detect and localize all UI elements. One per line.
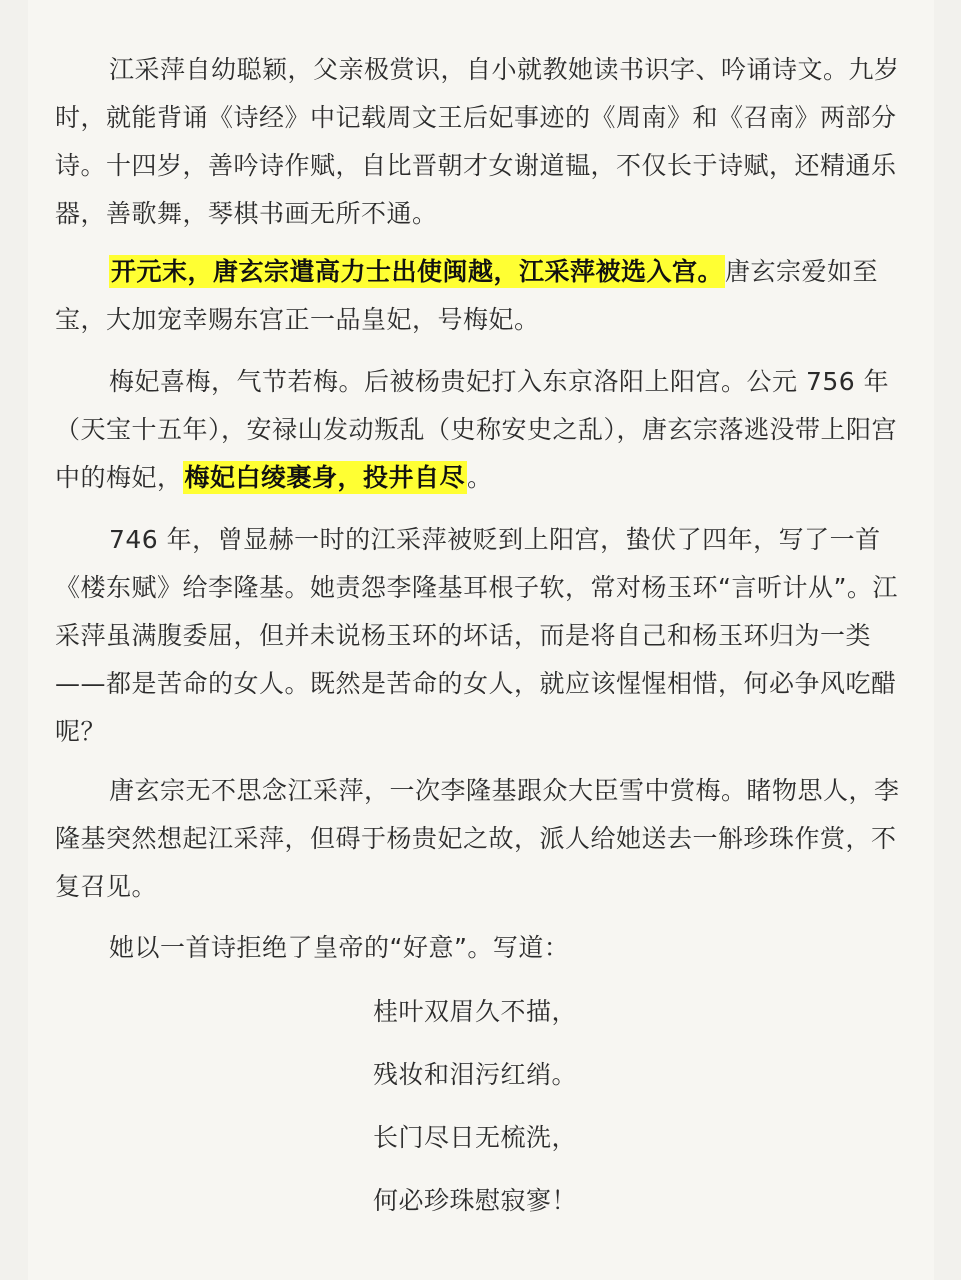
highlight-text: 梅妃白绫裹身，投井自尽 <box>184 463 466 492</box>
paragraph-2 <box>55 248 908 344</box>
highlight-text: 开元末，唐玄宗遣高力士出使闽越，江采萍被选入宫。 <box>111 257 724 286</box>
paragraph-3-end: 。 <box>467 463 493 492</box>
poem-line: 何必珍珠慰寂寥！ <box>373 1186 578 1215</box>
paragraph-3-text: 梅妃喜梅，气节若梅。后被杨贵妃打入东京洛阳上阳宫。公元 756 年（天宝十五年），安禄山发动叛乱（史称安史之乱），唐玄宗落逃没带上阳宫中的梅妃， <box>55 367 898 492</box>
paragraph-5: 唐玄宗无不思念江采萍，一次李隆基跟众大臣雪中赏梅。睹物思人，李隆基突然想起江采萍，但碍于杨贵妃之故，派人给她送去一斛珍珠作赏，不复召见。 <box>55 776 900 901</box>
paragraph-3 <box>55 358 908 502</box>
poem-line: 长门尽日无梳洗， <box>373 1123 578 1152</box>
poem-line: 桂叶双眉久不描， <box>373 997 578 1026</box>
poem-line: 残妆和泪污红绡。 <box>373 1060 578 1089</box>
paragraph-2-text: 唐玄宗爱如至宝，大加宠幸赐东宫正一品皇妃，号梅妃。 <box>55 257 879 334</box>
paragraph-6: 她以一首诗拒绝了皇帝的“好意”。写道： <box>109 933 570 962</box>
paragraph-1: 江采萍自幼聪颖，父亲极赏识，自小就教她读书识字、吟诵诗文。九岁时，就能背诵《诗经》中记载周文王后妃事迹的《周南》和《召南》两部分诗。十四岁，善吟诗作赋，自比晋朝才女谢道韫，不仅长于诗赋，还精通乐器，善歌舞，琴棋书画无所不通。 <box>55 55 900 228</box>
paragraph-4: 746 年，曾显赫一时的江采萍被贬到上阳宫，蛰伏了四年，写了一首《楼东赋》给李隆基。她责怨李隆基耳根子软，常对杨玉环“言听计从”。江采萍虽满腹委屈，但并未说杨玉环的坏话，而是将自己和杨玉环归为一类——都是苦命的女人。既然是苦命的女人，就应该惺惺相惜，何必争风吃醋呢？ <box>55 525 898 746</box>
